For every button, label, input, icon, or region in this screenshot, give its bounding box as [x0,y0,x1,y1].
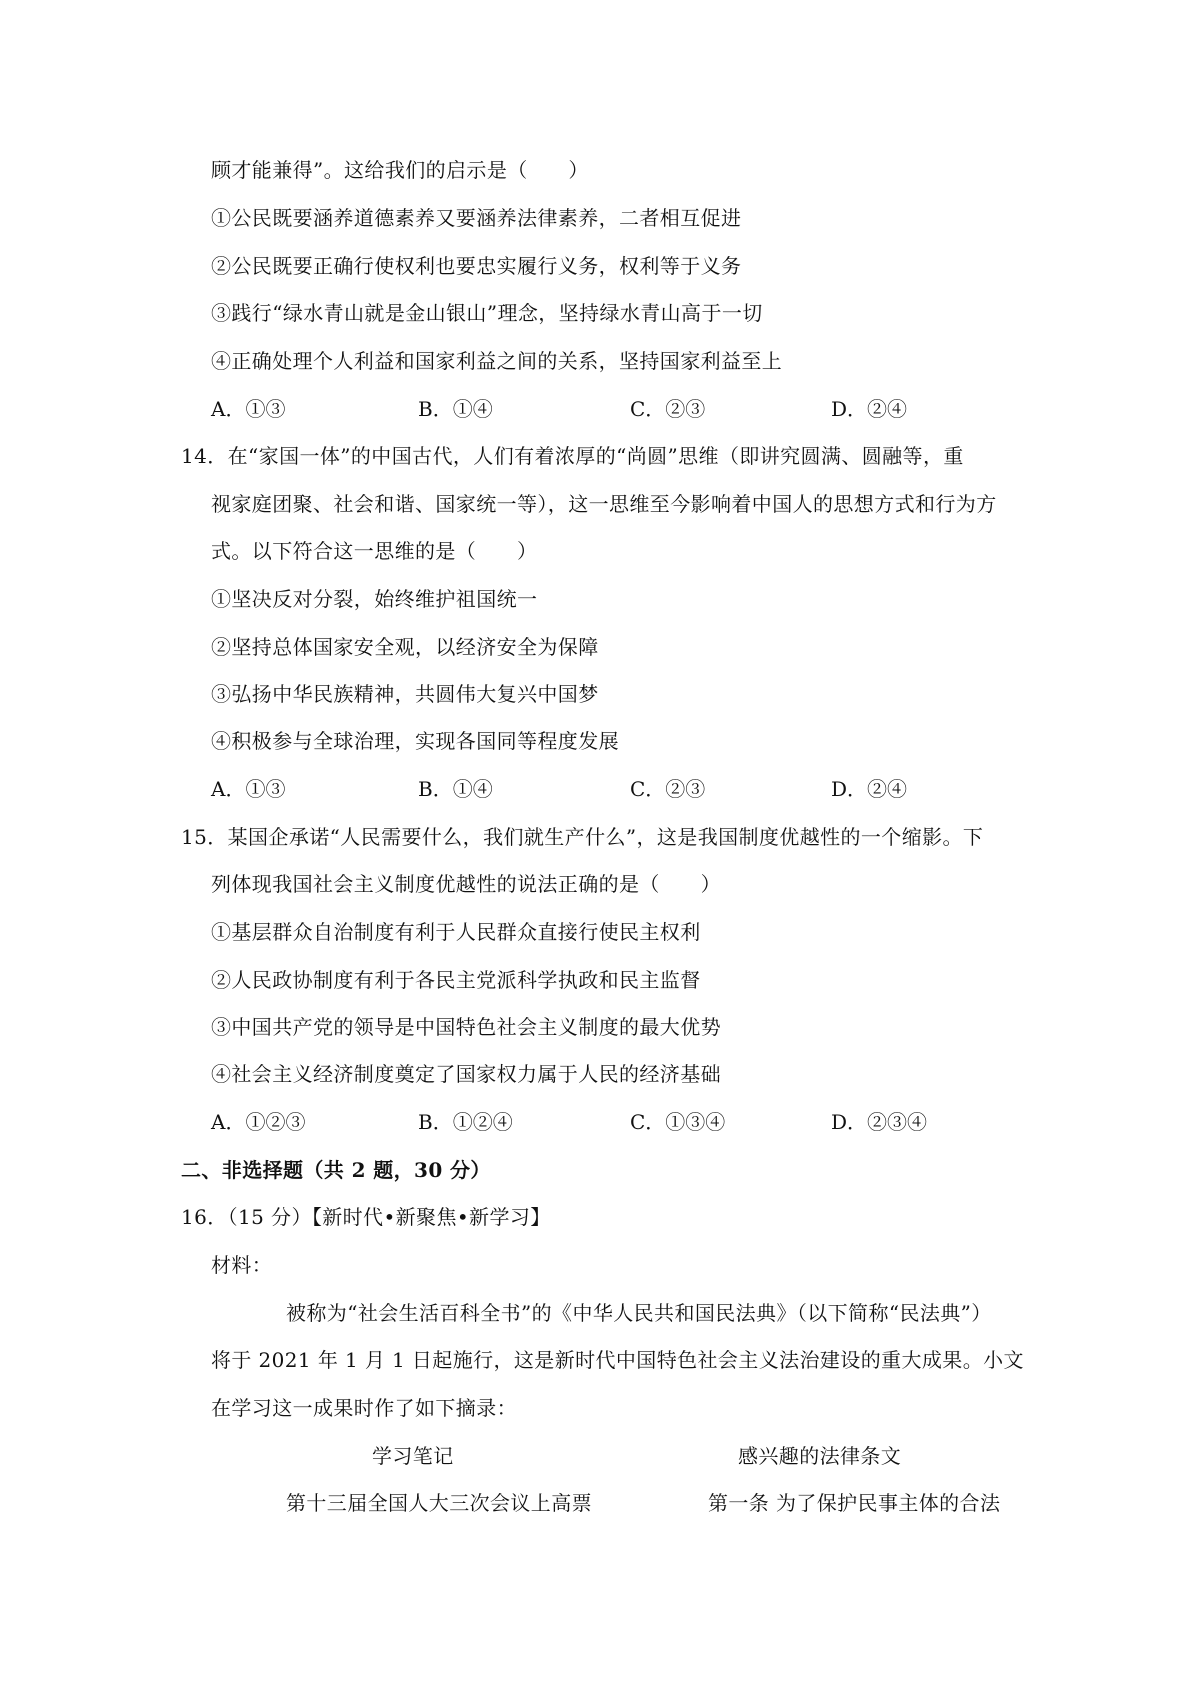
q16-paragraph-line-2: 将于 2021 年 1 月 1 日起施行，这是新时代中国特色社会主义法治建设的重大成果。小文 [211,1348,1024,1372]
q15-item-4: ④社会主义经济制度奠定了国家权力属于人民的经济基础 [211,1062,721,1086]
q14-item-3: ③弘扬中华民族精神，共圆伟大复兴中国梦 [211,682,599,706]
table-header-notes: 学习笔记 [372,1444,454,1468]
q14-option-a: A．①③ [211,777,286,801]
q13-item-3: ③践行“绿水青山就是金山银山”理念，坚持绿水青山高于一切 [211,301,763,325]
q15-item-3: ③中国共产党的领导是中国特色社会主义制度的最大优势 [211,1015,721,1039]
table-cell-notes-1: 第十三届全国人大三次会议上高票 [286,1491,592,1515]
q14-item-2: ②坚持总体国家安全观，以经济安全为保障 [211,635,599,659]
table-cell-articles-1: 第一条 为了保护民事主体的合法 [708,1491,1001,1515]
q15-option-a: A．①②③ [211,1110,306,1134]
table-header-articles: 感兴趣的法律条文 [738,1444,902,1468]
q14-item-1: ①坚决反对分裂，始终维护祖国统一 [211,587,538,611]
q14-stem-line-2: 视家庭团聚、社会和谐、国家统一等），这一思维至今影响着中国人的思想方式和行为方 [211,492,997,516]
q13-option-d: D．②④ [831,397,908,421]
q14-item-4: ④积极参与全球治理，实现各国同等程度发展 [211,729,619,753]
q13-item-4: ④正确处理个人利益和国家利益之间的关系，坚持国家利益至上 [211,349,783,373]
q13-item-1: ①公民既要涵养道德素养又要涵养法律素养，二者相互促进 [211,206,742,230]
q13-stem-tail: 顾才能兼得”。这给我们的启示是（ ） [211,158,589,182]
q14-stem-line-1: 14．在“家国一体”的中国古代，人们有着浓厚的“尚圆”思维（即讲究圆满、圆融等，重 [181,444,964,468]
q15-option-c: C．①③④ [630,1110,726,1134]
q15-item-2: ②人民政协制度有利于各民主党派科学执政和民主监督 [211,968,701,992]
q16-paragraph-line-3: 在学习这一成果时作了如下摘录： [211,1396,517,1420]
q16-paragraph-line-1: 被称为“社会生活百科全书”的《中华人民共和国民法典》（以下简称“民法典”） [286,1301,992,1325]
q15-stem-line-1: 15．某国企承诺“人民需要什么，我们就生产什么”，这是我国制度优越性的一个缩影。下 [181,825,984,849]
q13-item-2: ②公民既要正确行使权利也要忠实履行义务，权利等于义务 [211,254,742,278]
q14-option-d: D．②④ [831,777,908,801]
section-heading: 二、非选择题（共 2 题，30 分） [181,1158,491,1182]
q15-option-b: B．①②④ [418,1110,513,1134]
q14-stem-line-3: 式。以下符合这一思维的是（ ） [211,539,538,563]
q14-option-c: C．②③ [630,777,706,801]
q13-option-b: B．①④ [418,397,493,421]
q13-option-a: A．①③ [211,397,286,421]
q15-stem-line-2: 列体现我国社会主义制度优越性的说法正确的是（ ） [211,872,721,896]
q16-material-label: 材料： [211,1253,273,1277]
q15-item-1: ①基层群众自治制度有利于人民群众直接行使民主权利 [211,920,701,944]
q13-option-c: C．②③ [630,397,706,421]
q15-option-d: D．②③④ [831,1110,928,1134]
q16-header: 16．（15 分）【新时代•新聚焦•新学习】 [181,1205,551,1229]
q14-option-b: B．①④ [418,777,493,801]
